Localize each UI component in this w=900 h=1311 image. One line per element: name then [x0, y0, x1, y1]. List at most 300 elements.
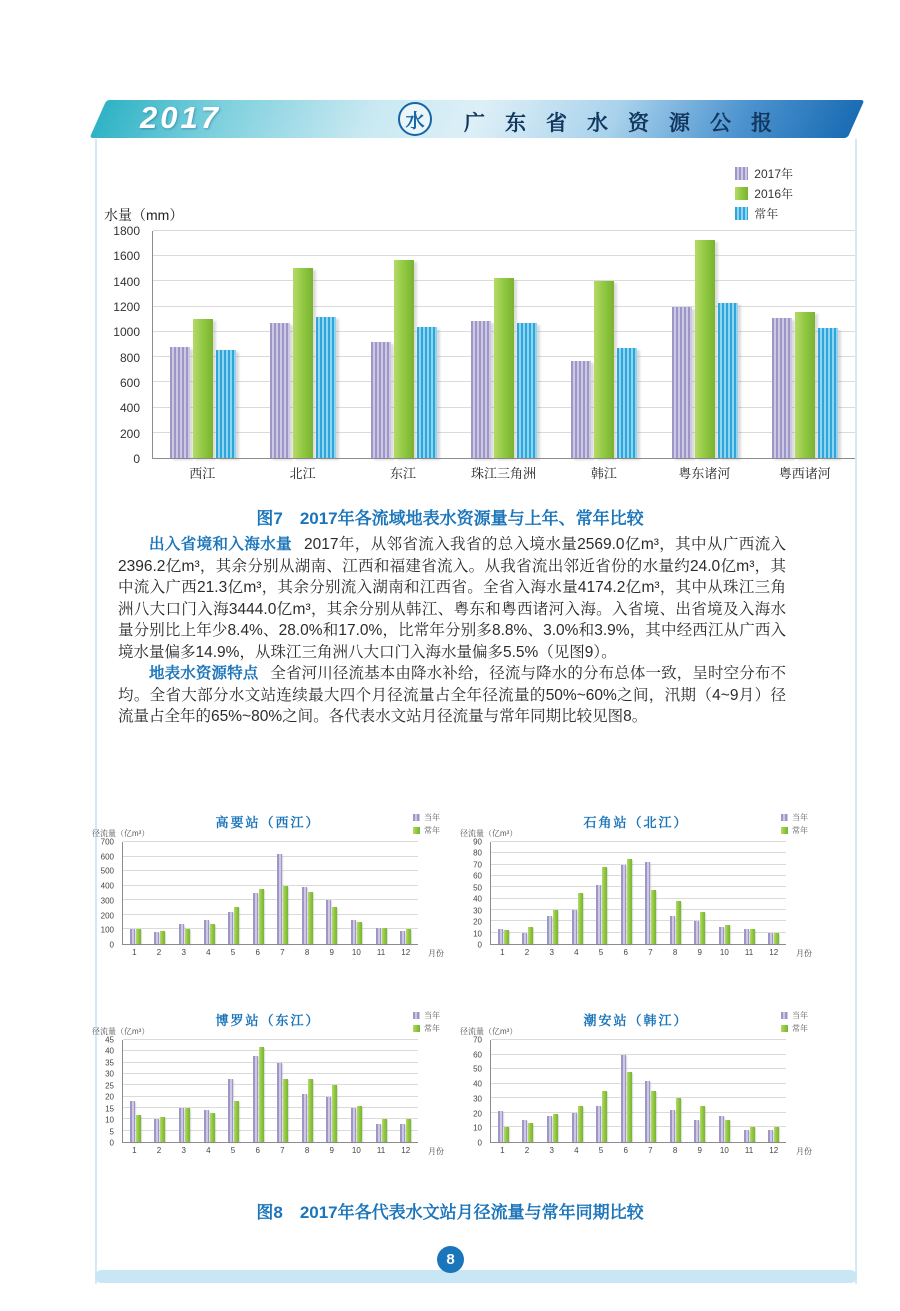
page-number: 8	[437, 1246, 464, 1273]
bar-group	[638, 1040, 663, 1142]
y-tick-label: 0	[109, 1138, 114, 1148]
x-tick-label: 3	[181, 948, 186, 957]
bar-group	[123, 842, 148, 944]
x-tick-label: 12	[401, 948, 411, 957]
plot-wrapper	[100, 837, 418, 950]
bar	[725, 1120, 730, 1142]
legend-label: 当年	[792, 813, 808, 822]
bar	[283, 1079, 288, 1142]
bar	[602, 1091, 607, 1142]
legend-label: 常年	[424, 1024, 440, 1033]
x-axis-labels	[490, 948, 812, 958]
legend-swatch	[781, 827, 788, 834]
bar	[694, 921, 699, 944]
bar	[700, 1106, 705, 1142]
x-axis-title: 月份	[428, 1147, 444, 1156]
legend-entry	[781, 1023, 808, 1034]
x-tick-label: 北江	[289, 466, 316, 481]
x-tick-label: 8	[304, 1146, 310, 1155]
x-tick-label: 10	[351, 948, 361, 957]
bar	[204, 920, 209, 944]
bar-group	[153, 231, 253, 458]
bar	[522, 1120, 527, 1142]
bar	[528, 927, 533, 944]
x-tick-label: 5	[230, 1146, 236, 1155]
bar-group	[344, 1040, 369, 1142]
bar-group	[614, 842, 639, 944]
y-tick-label: 20	[473, 917, 482, 927]
y-axis-title: 径流量（亿m³）	[460, 1027, 518, 1036]
bar	[818, 328, 838, 458]
legend-label: 当年	[424, 1011, 440, 1020]
x-tick-label: 11	[744, 948, 754, 957]
bar	[185, 1108, 190, 1142]
y-tick-label: 500	[100, 866, 114, 876]
x-tick-label: 4	[574, 948, 579, 957]
bar	[326, 1097, 331, 1142]
legend-swatch	[413, 1025, 420, 1032]
legend-swatch	[413, 1012, 420, 1019]
legend-swatch	[735, 207, 748, 220]
bar	[394, 260, 414, 458]
bar	[774, 1127, 779, 1142]
y-tick-label: 80	[473, 848, 482, 858]
y-tick-label: 1600	[113, 249, 140, 264]
bar	[651, 1091, 656, 1142]
bar	[578, 1106, 583, 1142]
bar	[351, 1108, 356, 1142]
water-logo-glyph: 水	[405, 110, 425, 132]
bar-group	[491, 1040, 516, 1142]
legend-entry	[413, 1010, 440, 1021]
bar	[602, 867, 607, 944]
bar	[136, 1115, 141, 1142]
bar-group	[172, 842, 197, 944]
bar	[277, 854, 282, 944]
y-tick-label: 5	[109, 1127, 114, 1137]
bar	[768, 933, 773, 944]
bar	[572, 1113, 577, 1142]
bar	[154, 1119, 159, 1142]
bar-group	[761, 1040, 786, 1142]
x-tick-label: 6	[623, 948, 628, 957]
x-tick-label: 12	[769, 1146, 779, 1155]
bar	[228, 912, 233, 944]
bar	[670, 916, 675, 944]
bar	[494, 278, 514, 458]
y-axis-ticks	[462, 1035, 486, 1148]
bar	[357, 1106, 362, 1142]
bar-group	[565, 842, 590, 944]
chart-title: 博罗站（东江）	[215, 1013, 321, 1028]
chart-legend	[735, 165, 793, 222]
bar	[645, 1081, 650, 1142]
y-tick-label: 60	[473, 871, 482, 881]
fig7-caption: 图7 2017年各流域地表水资源量与上年、常年比较	[256, 509, 644, 528]
bar	[351, 920, 356, 944]
bar	[719, 927, 724, 944]
bar	[571, 361, 591, 458]
legend-entry	[413, 812, 440, 823]
bar	[406, 1119, 411, 1142]
y-tick-label: 50	[473, 1064, 482, 1074]
x-axis-title: 月份	[428, 949, 444, 958]
x-tick-label: 珠江三角洲	[470, 466, 536, 481]
bar-group	[565, 1040, 590, 1142]
bar	[382, 1119, 387, 1142]
y-tick-label: 600	[100, 852, 114, 862]
paragraph-lead: 地表水资源特点	[149, 665, 259, 682]
bar	[130, 929, 135, 944]
bar	[216, 350, 236, 458]
bar	[253, 893, 258, 944]
bar	[179, 924, 184, 944]
chart-title: 潮安站（韩江）	[583, 1013, 689, 1028]
x-axis-title: 月份	[796, 1147, 812, 1156]
bar	[136, 929, 141, 944]
y-axis-ticks	[462, 837, 486, 950]
bar	[376, 1124, 381, 1142]
y-tick-label: 30	[473, 906, 482, 916]
y-tick-label: 60	[473, 1050, 482, 1060]
plot-area	[490, 1040, 786, 1143]
x-tick-label: 1	[500, 948, 505, 957]
chart-boluo-station	[90, 1010, 446, 1180]
legend-entry	[781, 812, 808, 823]
bar	[627, 1072, 632, 1142]
bar-group	[344, 842, 369, 944]
bar-group	[369, 1040, 394, 1142]
bar	[718, 303, 738, 458]
bar	[130, 1101, 135, 1142]
x-tick-label: 9	[329, 1146, 334, 1155]
bar-group	[491, 842, 516, 944]
body-text-block	[118, 534, 786, 728]
bar-group	[270, 842, 295, 944]
y-tick-label: 90	[473, 837, 482, 847]
y-tick-label: 300	[100, 896, 114, 906]
bar	[594, 281, 614, 458]
bar-group	[172, 1040, 197, 1142]
legend-label: 常年	[424, 826, 440, 835]
bar	[645, 862, 650, 944]
bar	[504, 930, 509, 944]
y-tick-label: 1200	[113, 300, 140, 315]
bar	[357, 922, 362, 944]
chart-chaoan-station	[458, 1010, 814, 1180]
report-title: 广东省水资源公报	[464, 112, 792, 135]
y-tick-label: 50	[473, 883, 482, 893]
bar	[651, 890, 656, 944]
bar	[694, 1120, 699, 1142]
bar	[210, 924, 215, 944]
x-tick-label: 9	[697, 1146, 702, 1155]
bar-group	[246, 1040, 271, 1142]
bar-group	[516, 842, 541, 944]
x-tick-label: 8	[304, 948, 310, 957]
bar	[417, 327, 437, 458]
bar-group	[393, 842, 418, 944]
water-logo-icon	[398, 102, 432, 136]
chart-legend	[413, 812, 440, 836]
x-tick-label: 3	[549, 1146, 554, 1155]
y-tick-label: 10	[105, 1115, 114, 1125]
bar	[228, 1079, 233, 1142]
x-tick-label: 5	[598, 948, 604, 957]
y-tick-label: 40	[473, 1079, 482, 1089]
legend-swatch	[781, 1025, 788, 1032]
plot-area	[122, 1040, 418, 1143]
bar	[160, 1117, 165, 1142]
y-tick-label: 800	[119, 350, 140, 365]
x-tick-label: 2	[524, 948, 530, 957]
y-tick-label: 20	[105, 1092, 114, 1102]
bar	[547, 1116, 552, 1142]
plot-wrapper	[113, 224, 855, 466]
x-tick-label: 西江	[189, 466, 216, 481]
bar-group	[454, 231, 554, 458]
y-axis-title: 径流量（亿m³）	[460, 829, 518, 838]
bar-group	[755, 231, 855, 458]
bar	[627, 859, 632, 944]
y-tick-label: 1000	[113, 325, 140, 340]
x-tick-label: 韩江	[590, 466, 617, 481]
y-axis-ticks	[104, 224, 146, 466]
legend-entry	[413, 825, 440, 836]
x-tick-label: 3	[549, 948, 554, 957]
legend-label: 2016年	[754, 187, 793, 201]
bar-group	[354, 231, 454, 458]
x-tick-label: 1	[500, 1146, 505, 1155]
bar	[316, 317, 336, 458]
y-tick-label: 20	[473, 1109, 482, 1119]
bar-group	[712, 842, 737, 944]
bar	[259, 1047, 264, 1142]
x-tick-label: 12	[401, 1146, 411, 1155]
x-tick-label: 7	[648, 948, 653, 957]
y-tick-label: 10	[473, 929, 482, 939]
bar	[371, 342, 391, 458]
bar-group	[712, 1040, 737, 1142]
x-tick-label: 5	[598, 1146, 604, 1155]
x-tick-label: 1	[132, 948, 137, 957]
chart-shijiao-station	[458, 812, 814, 982]
bar	[277, 1063, 282, 1142]
x-tick-label: 东江	[390, 466, 417, 481]
legend-entry	[735, 185, 793, 202]
legend-label: 2017年	[754, 167, 793, 181]
bar	[744, 1130, 749, 1142]
bar	[376, 928, 381, 944]
y-tick-label: 30	[473, 1094, 482, 1104]
bar	[768, 1130, 773, 1142]
plot-area	[152, 231, 855, 459]
y-tick-label: 700	[100, 837, 114, 847]
legend-entry	[735, 165, 793, 182]
bar-group	[320, 1040, 345, 1142]
bar-group	[638, 842, 663, 944]
y-tick-label: 0	[133, 452, 140, 466]
bar-group	[614, 1040, 639, 1142]
y-tick-label: 400	[100, 881, 114, 891]
legend-entry	[735, 205, 793, 222]
legend-swatch	[413, 814, 420, 821]
paragraph-inflow-outflow-sea	[118, 534, 786, 663]
bar-group	[221, 1040, 246, 1142]
bar	[332, 907, 337, 944]
bar-group	[540, 1040, 565, 1142]
x-tick-label: 10	[719, 948, 729, 957]
bar-group	[320, 842, 345, 944]
bar-group	[295, 1040, 320, 1142]
x-tick-label: 7	[280, 1146, 285, 1155]
bar	[326, 900, 331, 944]
legend-label: 常年	[792, 826, 808, 835]
bar	[553, 910, 558, 944]
bar	[676, 901, 681, 944]
y-tick-label: 1400	[113, 274, 140, 289]
legend-swatch	[781, 814, 788, 821]
x-tick-label: 7	[648, 1146, 653, 1155]
y-tick-label: 40	[105, 1046, 114, 1056]
plot-wrapper	[473, 837, 786, 950]
x-tick-label: 11	[376, 1146, 386, 1155]
bar-group	[246, 842, 271, 944]
y-tick-label: 200	[100, 911, 114, 921]
bar	[676, 1098, 681, 1142]
chart-legend	[781, 1010, 808, 1034]
bar	[302, 887, 307, 944]
y-axis-title: 径流量（亿m³）	[92, 829, 150, 838]
bar-group	[369, 842, 394, 944]
bar	[719, 1116, 724, 1142]
y-tick-label: 200	[119, 426, 140, 441]
paragraph-text: 2017年，从邻省流入我省的总入境水量2569.0亿m³，其中从广西流入2396.2亿m³，其余分别从湖南、江西和福建省流入。从我省流出邻近省份的水量约24.0亿m³，其中流入广西21.3亿m³，其余分别流入湖南和江西省。全省入海水量4174.2亿m³，其中从珠江三角洲八大口门入海3444.0亿m³，其余分别从韩江、粤东和粤西诸河入海。入省境、出省境及入海水量分别比上年少8.4%、28.0%和17.0%，比常年分别多8.8%、3.0%和3.9%，其中经西江从广西入境水量偏多14.9%，从珠江三角洲八大口门入海水量偏多5.5%（见图9）。	[118, 536, 786, 661]
fig8-chart-grid	[90, 812, 814, 1180]
bar	[621, 1055, 626, 1142]
plot-area	[490, 842, 786, 945]
bar	[234, 1101, 239, 1142]
bar	[270, 323, 290, 458]
bar	[204, 1110, 209, 1142]
legend-entry	[413, 1023, 440, 1034]
bar	[382, 928, 387, 944]
bar	[517, 323, 537, 458]
bar	[504, 1127, 509, 1142]
bar	[253, 1056, 258, 1142]
chart-legend	[413, 1010, 440, 1034]
y-tick-label: 25	[105, 1081, 114, 1091]
bar	[332, 1085, 337, 1142]
legend-label: 常年	[754, 207, 779, 221]
plot-area	[122, 842, 418, 945]
bar	[617, 348, 637, 458]
paragraph-text: 全省河川径流基本由降水补给，径流与降水的分布总体一致，呈时空分布不均。全省大部分水文站连续最大四个月径流量占全年径流量的50%~60%之间，汛期（4~9月）径流量占全年的65%~80%之间。各代表水文站月径流量与常年同期比较见图8。	[118, 665, 786, 725]
bar	[308, 1079, 313, 1142]
legend-label: 常年	[792, 1024, 808, 1033]
x-tick-label: 粤东诸河	[678, 466, 731, 481]
y-axis-title: 径流量（亿m³）	[92, 1027, 150, 1036]
plot-wrapper	[105, 1035, 418, 1148]
bar	[210, 1113, 215, 1142]
bar	[700, 912, 705, 944]
bar	[160, 931, 165, 944]
legend-swatch	[735, 187, 748, 200]
footer-bar	[95, 1270, 857, 1283]
bar	[578, 893, 583, 944]
x-axis-title: 月份	[796, 949, 812, 958]
bar	[528, 1123, 533, 1142]
header-band	[98, 100, 856, 138]
bar-group	[589, 842, 614, 944]
bar-group	[554, 231, 654, 458]
x-tick-label: 7	[280, 948, 285, 957]
y-tick-label: 0	[109, 940, 114, 950]
legend-swatch	[413, 827, 420, 834]
x-axis-labels	[490, 1146, 812, 1156]
bar-group	[654, 231, 754, 458]
x-tick-label: 9	[697, 948, 702, 957]
bar	[193, 319, 213, 458]
bar-group	[663, 842, 688, 944]
y-axis-ticks	[94, 837, 118, 950]
x-tick-label: 11	[376, 948, 386, 957]
x-tick-label: 5	[230, 948, 236, 957]
bar	[234, 907, 239, 944]
bar-group	[123, 1040, 148, 1142]
x-tick-label: 4	[206, 948, 211, 957]
legend-swatch	[735, 167, 748, 180]
bar-group	[737, 842, 762, 944]
x-tick-label: 8	[672, 948, 678, 957]
y-tick-label: 1800	[113, 224, 140, 238]
bar	[522, 933, 527, 944]
bar	[170, 347, 190, 458]
paragraph-surface-water-features	[118, 663, 786, 728]
y-tick-label: 10	[473, 1123, 482, 1133]
chart-legend	[781, 812, 808, 836]
x-axis-labels	[122, 1146, 444, 1156]
x-tick-label: 2	[156, 1146, 162, 1155]
x-tick-label: 6	[255, 1146, 260, 1155]
bar-group	[540, 842, 565, 944]
x-axis-labels	[152, 463, 855, 482]
y-tick-label: 0	[477, 940, 482, 950]
bar	[498, 929, 503, 944]
x-tick-label: 10	[351, 1146, 361, 1155]
bar	[572, 910, 577, 944]
bar	[302, 1094, 307, 1142]
y-tick-label: 600	[119, 376, 140, 391]
paragraph-lead: 出入省境和入海水量	[149, 536, 292, 553]
y-tick-label: 100	[100, 925, 114, 935]
x-tick-label: 6	[623, 1146, 628, 1155]
bar-group	[761, 842, 786, 944]
bar	[553, 1114, 558, 1142]
x-tick-label: 12	[769, 948, 779, 957]
bar	[293, 268, 313, 458]
x-axis-labels	[122, 948, 444, 958]
bar	[185, 929, 190, 944]
legend-label: 当年	[792, 1011, 808, 1020]
bar-group	[688, 842, 713, 944]
y-tick-label: 400	[119, 401, 140, 416]
bar	[596, 885, 601, 944]
bar	[179, 1108, 184, 1142]
bar-group	[253, 231, 353, 458]
bar	[154, 932, 159, 944]
bar-group	[197, 842, 222, 944]
